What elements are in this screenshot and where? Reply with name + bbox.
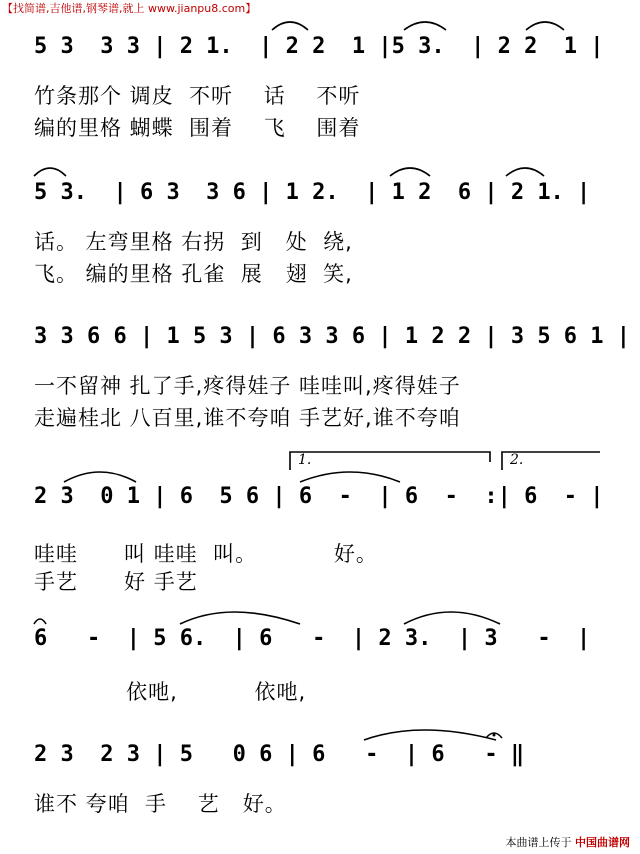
lyric-verse-2: 编的里格 蝴蝶 围着 飞 围着 (34, 116, 361, 140)
slur-mark (34, 168, 66, 176)
tie-mark (300, 472, 400, 482)
slur-mark (64, 472, 136, 482)
lyric-verse-1: 一不留神 扎了手,疼得娃子 哇哇叫,疼得娃子 (34, 374, 461, 398)
slur-mark (506, 168, 544, 176)
tie-mark (404, 612, 500, 624)
volta-first-ending: 1. (298, 452, 312, 468)
slur-mark (390, 168, 430, 176)
lyric-verse-2: 飞。 编的里格 孔雀 展 翅 笑, (34, 262, 353, 286)
lyric-verse-1: 依吔, 依吔, (34, 680, 307, 704)
volta-bracket (502, 452, 600, 470)
lyric-verse-2: 手艺 好 手艺 (34, 570, 198, 594)
site-banner[interactable]: 【找简谱,吉他谱,钢琴谱,就上 www.jianpu8.com】 (2, 2, 257, 15)
lyric-verse-1: 竹条那个 调皮 不听 话 不听 (34, 84, 361, 108)
lyric-verse-1: 谁不 夸咱 手 艺 好。 (34, 792, 287, 816)
slur-mark (526, 22, 564, 30)
jianpu-notes: 2 3 2 3 | 5 0 6 | 6 - | 6 - ‖ (34, 742, 525, 767)
jianpu-notes: 6 - | 5 6. | 6 - | 2 3. | 3 - | (34, 626, 591, 651)
lyric-verse-1: 话。 左弯里格 右拐 到 处 绕, (34, 230, 353, 254)
jianpu-notes: 3 3 6 6 | 1 5 3 | 6 3 3 6 | 1 2 2 | 3 5 6 1 | (34, 324, 631, 349)
lyric-verse-1: 哇哇 叫 哇哇 叫。 好。 (34, 542, 378, 566)
footer-prefix: 本曲谱上传于 (505, 836, 572, 849)
volta-second-ending: 2. (510, 452, 524, 468)
footer-brand-logo[interactable]: 中国曲谱网 (575, 836, 630, 849)
tie-mark (180, 612, 300, 624)
jianpu-notes: 5 3. | 6 3 3 6 | 1 2. | 1 2 6 | 2 1. | (34, 180, 591, 205)
tie-mark (364, 730, 496, 740)
footer-credit[interactable] (506, 834, 631, 850)
fermata-dot (493, 734, 496, 737)
lyric-verse-2: 走遍桂北 八百里,谁不夸咱 手艺好,谁不夸咱 (34, 406, 461, 430)
slur-mark (34, 619, 46, 624)
slur-mark (404, 22, 446, 30)
slur-mark (272, 22, 308, 30)
jianpu-notes: 5 3 3 3 | 2 1. | 2 2 1 |5 3. | 2 2 1 | (34, 34, 604, 59)
jianpu-notes: 2 3 0 1 | 6 5 6 | 6 - | 6 - :| 6 - | (34, 484, 604, 509)
volta-bracket (290, 452, 490, 470)
